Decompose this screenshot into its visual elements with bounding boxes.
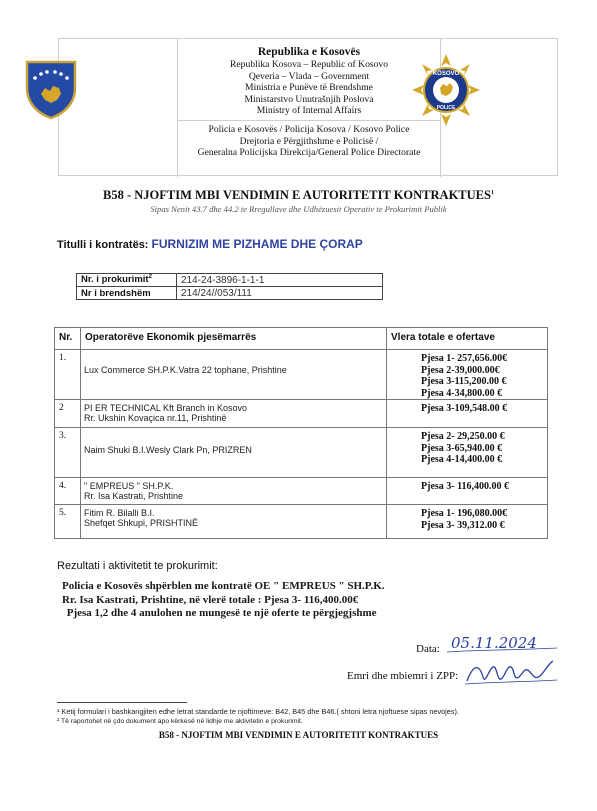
- ministry-line-sr: Ministarstvo Unutrašnjih Poslova: [244, 93, 374, 105]
- row-values: Pjesa 3-109,548.00 €: [387, 400, 548, 428]
- table-row: [55, 428, 548, 478]
- republic-name: Republika e Kosovës: [257, 46, 361, 58]
- ministry-line-sq: Ministria e Punëve të Brendshme: [245, 82, 373, 94]
- table-row: [55, 505, 548, 539]
- row-nr: 1.: [55, 350, 81, 400]
- letterhead-text: [177, 39, 441, 177]
- date-label: Data:: [416, 643, 440, 655]
- procurement-number-row: [77, 274, 383, 287]
- kosovo-coat-of-arms-icon: [23, 58, 79, 120]
- internal-number-label: Nr i brendshëm: [77, 287, 177, 300]
- row-operator: " EMPREUS " SH.P.K. Rr. Isa Kastrati, Prishtine: [81, 478, 387, 505]
- procurement-id-table: [76, 273, 383, 300]
- signature-icon: [463, 655, 559, 689]
- handwritten-date-text: 05.11.2024: [451, 634, 537, 652]
- government-line: Qeveria – Vlada – Government: [248, 70, 370, 82]
- handwritten-date: [447, 628, 559, 658]
- result-line-2: Rr. Isa Kastrati, Prishtine, në vlerë totale : Pjesa 3- 116,400.00€: [62, 593, 359, 606]
- result-line-1: Policia e Kosovës shpërblen me kontratë OE " EMPREUS " SH.P.K.: [62, 580, 385, 592]
- table-header-row: [55, 328, 548, 350]
- procurement-number-label: Nr. i prokurimit$^2$: [77, 274, 177, 287]
- row-operator: Lux Commerce SH.P.K.Vatra 22 tophane, Prishtine: [81, 350, 387, 400]
- contract-title-label: Titulli i kontratës:: [57, 239, 149, 251]
- footnote-divider: [57, 702, 187, 703]
- col-nr-header: Nr.: [55, 328, 81, 350]
- procurement-officer-label: Emri dhe mbiemri i ZPP:: [347, 670, 459, 682]
- kosovo-police-badge-icon: [410, 52, 482, 128]
- badge-bottom-text: POLICE: [436, 105, 456, 111]
- title-text: B58 - NJOFTIM MBI VENDIMIN E AUTORITETIT KONTRAKTUES: [103, 188, 491, 202]
- document-title: [0, 188, 597, 203]
- row-values: Pjesa 3- 116,400.00 €: [387, 478, 548, 505]
- contract-title-value: FURNIZIM ME PIZHAME DHE ÇORAP: [151, 237, 363, 251]
- row-operator: Naim Shuki B.I.Wesly Clark Pn, PRIZREN: [81, 428, 387, 478]
- result-label: Rezultati i aktivitetit te prokurimit:: [57, 560, 218, 572]
- republic-trilingual: Republika Kosova – Republic of Kosovo: [229, 59, 388, 70]
- row-values: Pjesa 1- 196,080.00€ Pjesa 3- 39,312.00 €: [387, 505, 548, 539]
- row-values: Pjesa 1- 257,656.00€ Pjesa 2-39,000.00€ Pjesa 3-115,200.00 € Pjesa 4-34,800.00 €: [387, 350, 548, 400]
- ministry-line-en: Ministry of Internal Affairs: [256, 105, 362, 117]
- internal-number-row: [77, 287, 383, 300]
- row-nr: 3.: [55, 428, 81, 478]
- badge-top-text: KOSOVO: [432, 71, 460, 77]
- table-row: [55, 400, 548, 428]
- result-text: [62, 580, 385, 621]
- page-footer: B58 - NJOFTIM MBI VENDIMIN E AUTORITETIT KONTRAKTUES: [158, 730, 439, 740]
- table-row: [55, 478, 548, 505]
- col-operator-header: Operatorëve Ekonomik pjesëmarrës: [81, 328, 387, 350]
- table-row: [55, 350, 548, 400]
- row-nr: 2: [55, 400, 81, 428]
- footnote-1: ¹ Ketij formulari i bashkangjiten edhe letrat standarde te njoftimeve: B42, B45 dhe B46.( shtoni letra njoftuese sipas nevojes).: [57, 707, 459, 716]
- row-operator: PI ER TECHNICAL Kft Branch in Kosovo Rr. Ukshin Kovaçica nr.11, Prishtinë: [81, 400, 387, 428]
- result-line-3: Pjesa 1,2 dhe 4 anulohen ne mungesë te një oferte te përgjegjshme: [64, 607, 377, 619]
- footnote-2: ² Të raportohet në çdo dokument apo kërkesë në lidhje me aktivitetin e prokurimit.: [57, 718, 303, 725]
- row-nr: 5.: [55, 505, 81, 539]
- police-line-2: Drejtoria e Përgjithshme e Policisë /: [239, 135, 379, 147]
- police-line-3: Generalna Policijska Direkcija/General Police Directorate: [197, 147, 421, 159]
- police-line-1: Policia e Kosovës / Policija Kosova / Kosovo Police: [208, 123, 410, 135]
- col-value-header: Vlera totale e ofertave: [387, 328, 548, 350]
- row-values: Pjesa 2- 29,250.00 € Pjesa 3-65,940.00 € Pjesa 4-14,400.00 €: [387, 428, 548, 478]
- contract-title-row: [57, 237, 363, 252]
- row-nr: 4.: [55, 478, 81, 505]
- police-block: [178, 120, 440, 159]
- document-subtitle: Sipas Nenit 43.7 dhe 44.2 te Rregullave dhe Udhëzuesit Operativ te Prokurimit Publik: [150, 204, 447, 214]
- procurement-number-value: 214-24-3896-1-1-1: [177, 274, 383, 287]
- operators-table: [54, 327, 548, 539]
- letterhead: [58, 38, 558, 176]
- internal-number-value: 214/24//053/111: [177, 287, 383, 300]
- row-operator: Fitim R. Bilalli B.I. Shefqet Shkupi, PRISHTINË: [81, 505, 387, 539]
- title-footnote-ref: 1: [490, 189, 494, 196]
